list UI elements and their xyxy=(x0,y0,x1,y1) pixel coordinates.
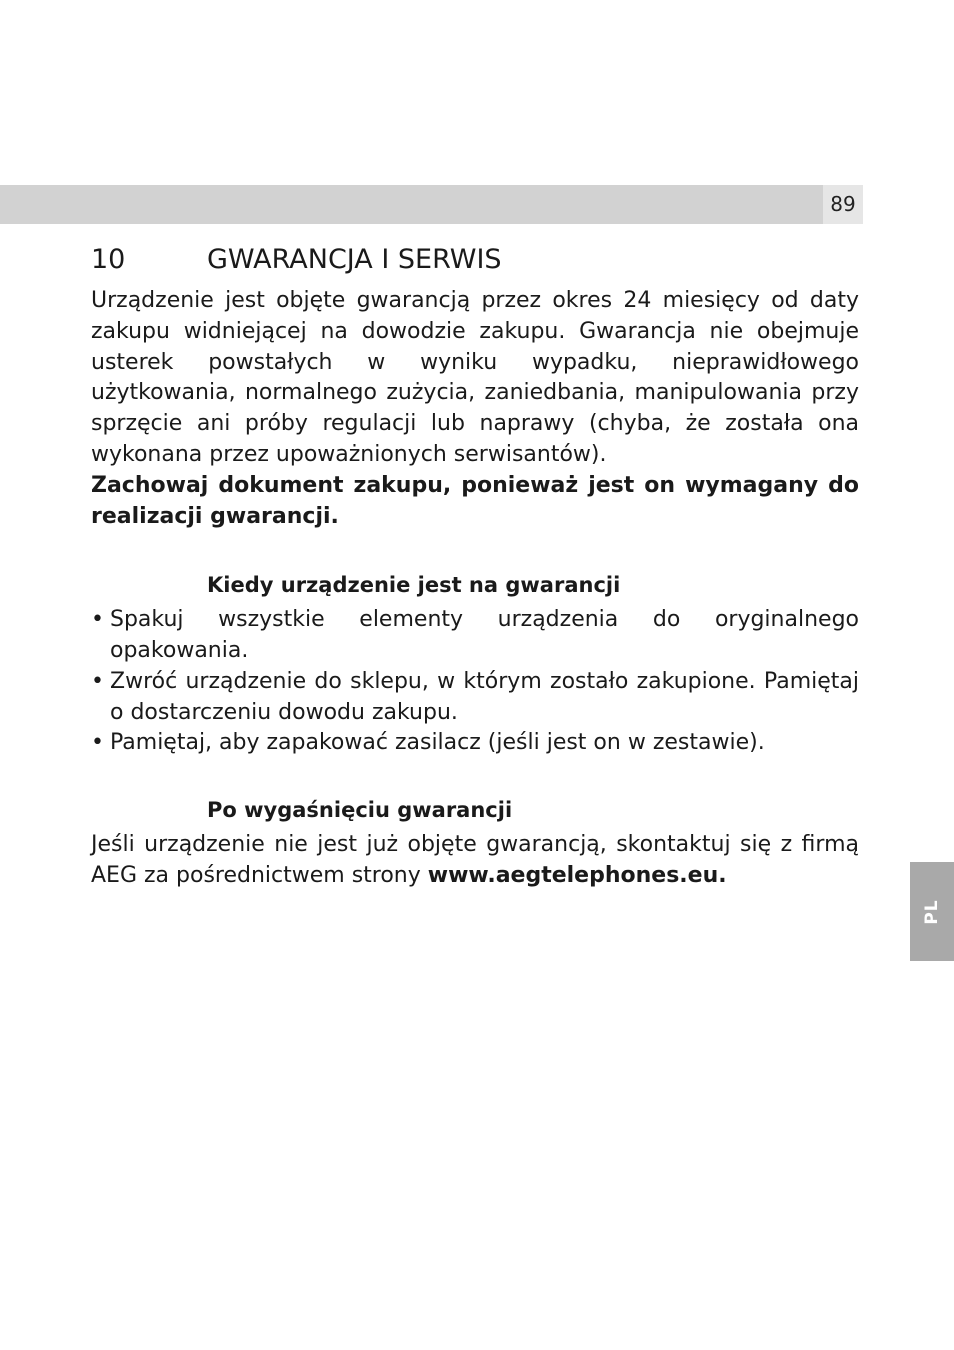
header-bar xyxy=(0,185,823,224)
warranty-note: Zachowaj dokument zakupu, ponieważ jest on wymagany do realizacji gwarancji. xyxy=(91,472,859,529)
website-link[interactable]: www.aegtelephones.eu. xyxy=(427,862,727,888)
section-title xyxy=(91,240,859,280)
warranty-intro: Urządzenie jest objęte gwarancją przez okres 24 miesięcy od daty zakupu widniejącej na dowodzie zakupu. Gwarancja nie obejmuje usterek powstałych w wyniku wypadku, nieprawidłowego użytkowania, normalnego zużycia, zaniedbania, manipulowania przy sprzęcie ani próby regulacji lub naprawy (chyba, że została ona wykonana przez upoważnionych serwisantów). xyxy=(91,288,859,467)
page-number: 89 xyxy=(823,185,863,224)
language-tab xyxy=(910,862,954,961)
list-item: • Pamiętaj, aby zapakować zasilacz (jeśli jest on w zestawie). xyxy=(91,728,859,759)
section-title-text: GWARANCJA I SERWIS xyxy=(207,244,502,275)
list-item: • Spakuj wszystkie elementy urządzenia do oryginalnego opakowania. xyxy=(91,605,859,667)
list-item: • Zwróć urządzenie do sklepu, w którym zostało zakupione. Pamiętaj o dostarczeniu dowodu zakupu. xyxy=(91,667,859,729)
under-warranty-heading: Kiedy urządzenie jest na gwarancji xyxy=(207,573,621,598)
under-warranty-list xyxy=(91,605,859,759)
page-content xyxy=(91,240,859,892)
after-warranty-body: Jeśli urządzenie nie jest już objęte gwarancją, skontaktuj się z firmą AEG za pośrednictwem strony xyxy=(91,831,859,888)
language-tab-label: PL xyxy=(922,898,942,925)
after-warranty-heading: Po wygaśnięciu gwarancji xyxy=(207,798,513,823)
section-number: 10 xyxy=(91,244,126,275)
after-warranty-text xyxy=(91,830,859,892)
